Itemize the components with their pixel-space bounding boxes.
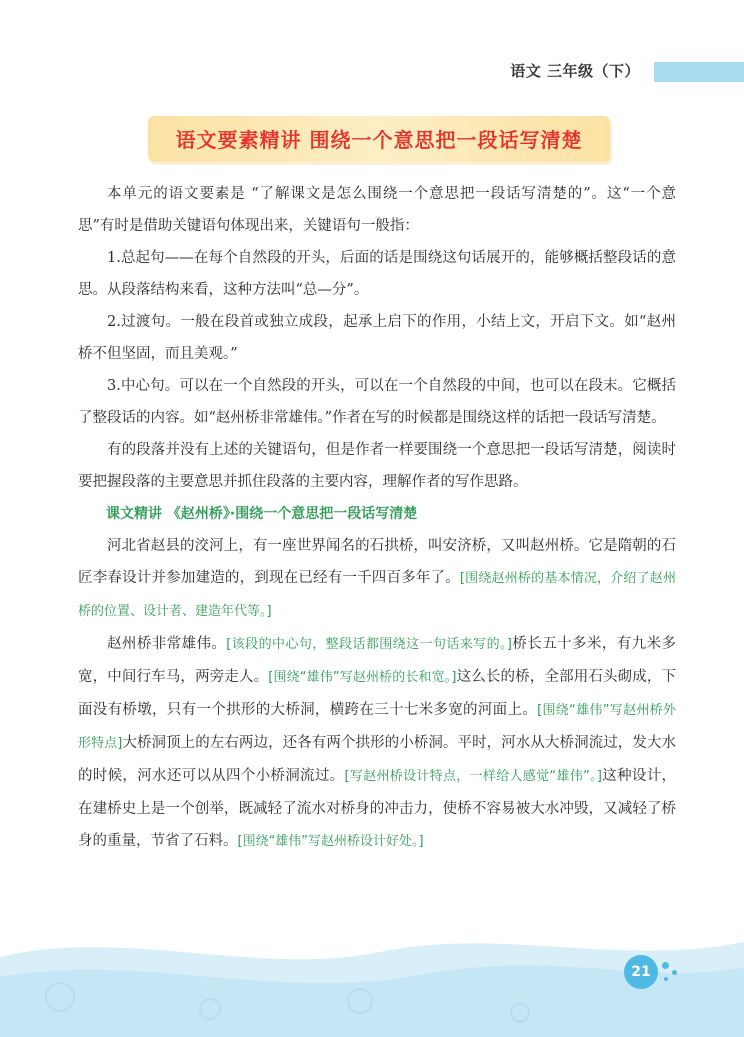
text-run: 赵州桥非常雄伟。 xyxy=(107,636,227,652)
paragraph: 有的段落并没有上述的关键语句，但是作者一样要围绕一个意思把一段话写清楚，阅读时要把握段落的主要意思并抓住段落的主要内容，理解作者的写作思路。 xyxy=(78,442,676,490)
text-run: 这么长的桥，全部用石头砌成，下面没有桥墩，只有一个拱形的大桥洞，横跨在三十七米多宽的河面上。 xyxy=(78,669,677,718)
paragraph: 1.总起句——在每个自然段的开头，后面的话是围绕这句话展开的，能够概括整段话的意思。从段落结构来看，这种方法叫“总—分”。 xyxy=(78,250,676,298)
decorative-dot xyxy=(662,962,669,969)
paragraph: 本单元的语文要素是 “了解课文是怎么围绕一个意思把一段话写清楚的”。这“一个意思”有时是借助关键语句体现出来，关键语句一般指： xyxy=(78,186,676,234)
text-run: 河北省赵县的洨河上，有一座世界闻名的石拱桥，叫安济桥，又叫赵州桥。它是隋朝的石匠李春设计并参加建造的，到现在已经有一千四百多年了。 xyxy=(78,538,676,586)
paragraph xyxy=(78,628,676,858)
section-title-banner xyxy=(148,116,610,162)
annotation-note: [围绕赵州桥的基本情况，介绍了赵州桥的位置、设计者、建造年代等。] xyxy=(78,571,676,619)
header-color-bar xyxy=(654,62,744,82)
decorative-dot xyxy=(664,977,668,981)
lesson-heading: 课文精讲 《赵州桥》·围绕一个意思把一段话写清楚 xyxy=(106,506,418,522)
paragraph: 3.中心句。可以在一个自然段的开头，可以在一个自然段的中间，也可以在段末。它概括了整段话的内容。如“赵州桥非常雄伟。”作者在写的时候都是围绕这样的话把一段话写清楚。 xyxy=(78,378,676,426)
annotation-note: [围绕“雄伟”写赵州桥的长和宽。] xyxy=(268,670,457,685)
paragraph: 2.过渡句。一般在段首或独立成段，起承上启下的作用，小结上文，开启下文。如“赵州桥不但坚固，而且美观。” xyxy=(78,314,676,362)
text-run: 桥长五十多米，有九米多宽，中间行车马，两旁走人。 xyxy=(78,636,677,685)
text-run: 大桥洞顶上的左右两边，还各有两个拱形的小桥洞。平时，河水从大桥洞流过，发大水的时候，河水还可以从四个小桥洞流过。 xyxy=(78,735,677,784)
annotation-note: [写赵州桥设计特点，一样给人感觉“雄伟”。] xyxy=(344,769,602,784)
book-label: 语文 三年级（下） xyxy=(510,62,640,80)
annotation-note: [围绕“雄伟”写赵州桥外形特点] xyxy=(78,703,676,751)
annotation-note: [围绕“雄伟”写赵州桥设计好处。] xyxy=(237,834,424,849)
article-body xyxy=(78,178,676,858)
page-header xyxy=(0,62,744,84)
annotation-note: [该段的中心句，整段话都围绕这一句话来写的。] xyxy=(226,637,512,652)
section-title: 语文要素精讲 围绕一个意思把一段话写清楚 xyxy=(175,128,583,152)
paragraph xyxy=(78,530,676,628)
decorative-dot xyxy=(672,970,677,975)
text-run: 这种设计，在建桥史上是一个创举，既减轻了流水对桥身的冲击力，使桥不容易被大水冲毁，又减轻了桥身的重量，节省了石料。 xyxy=(78,768,677,849)
page-number: 21 xyxy=(624,955,658,989)
